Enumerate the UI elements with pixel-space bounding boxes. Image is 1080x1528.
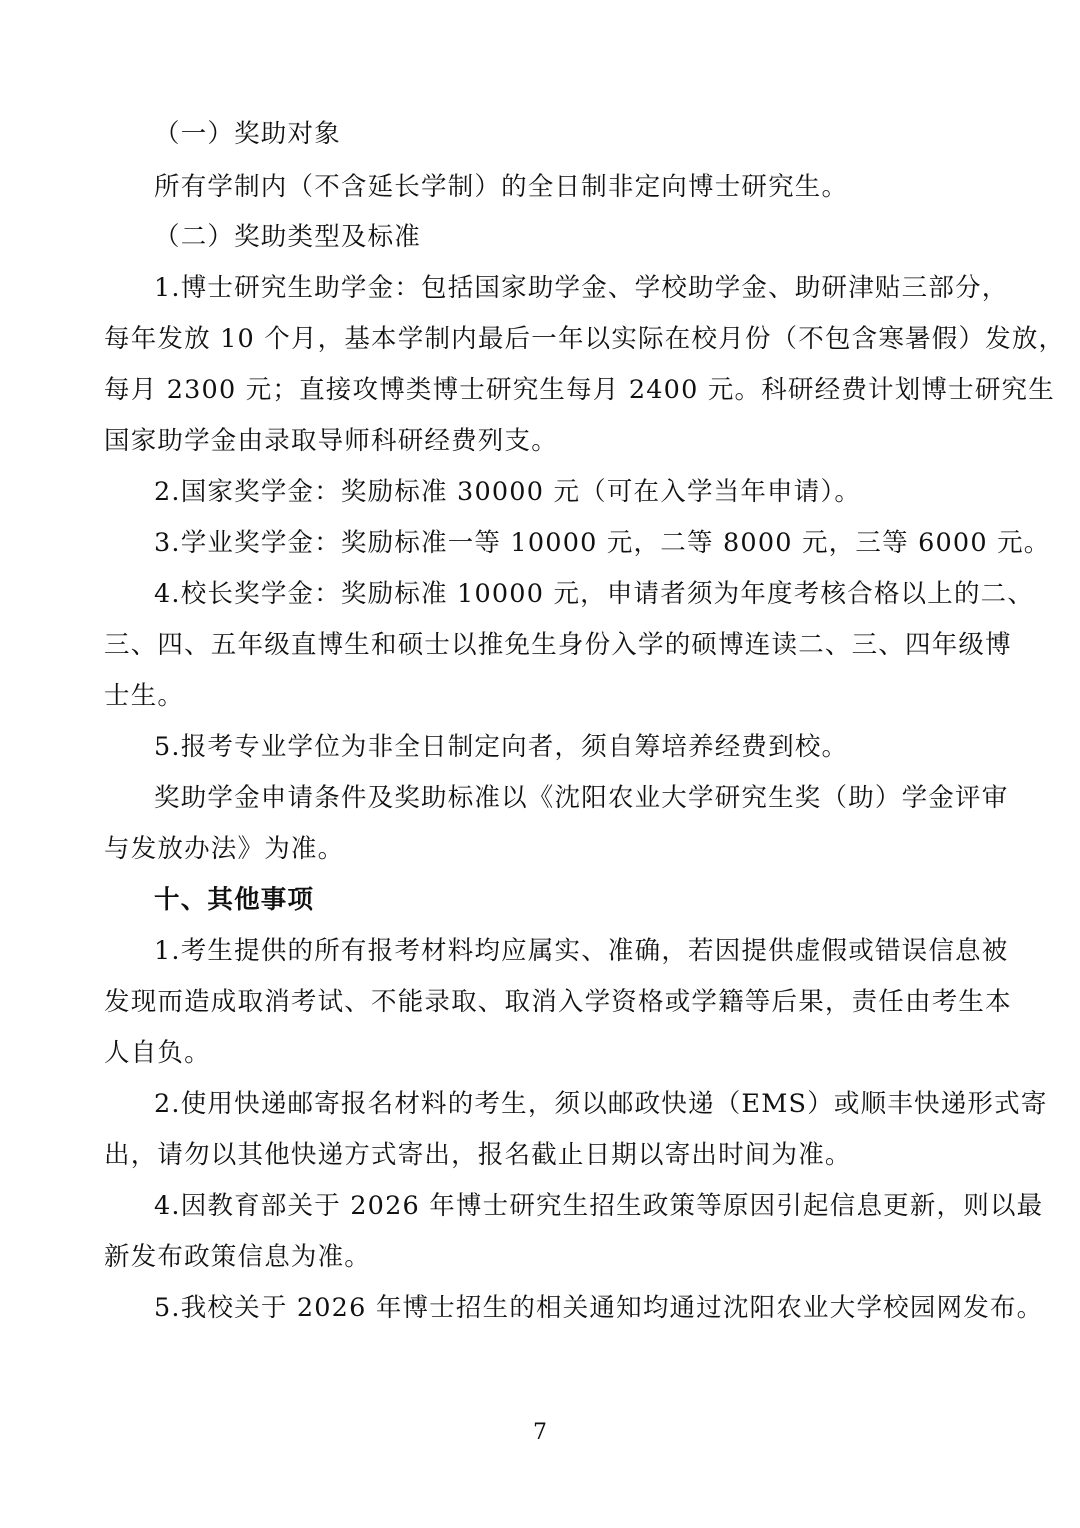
paragraph-line: 出，请勿以其他快递方式寄出，报名截止日期以寄出时间为准。 <box>104 1140 852 1170</box>
section-heading-award-target: （一）奖助对象 <box>154 119 341 149</box>
paragraph-line: 每月 2300 元；直接攻博类博士研究生每月 2400 元。科研经费计划博士研究生 <box>104 375 1055 405</box>
paragraph-line: 士生。 <box>104 681 185 711</box>
paragraph-line: 4.校长奖学金：奖励标准 10000 元，申请者须为年度考核合格以上的二、 <box>154 579 1035 609</box>
paragraph-line: 新发布政策信息为准。 <box>104 1242 372 1272</box>
section-heading-award-types: （二）奖助类型及标准 <box>154 222 422 252</box>
paragraph-line: 所有学制内（不含延长学制）的全日制非定向博士研究生。 <box>154 172 849 202</box>
paragraph-line: 5.报考专业学位为非全日制定向者，须自筹培养经费到校。 <box>154 732 849 762</box>
paragraph-line: 5.我校关于 2026 年博士招生的相关通知均通过沈阳农业大学校园网发布。 <box>154 1293 1044 1323</box>
paragraph-line: 1.考生提供的所有报考材料均应属实、准确，若因提供虚假或错误信息被 <box>154 936 1009 966</box>
paragraph-line: 4.因教育部关于 2026 年博士研究生招生政策等原因引起信息更新，则以最 <box>154 1191 1044 1221</box>
section-heading-other-matters: 十、其他事项 <box>154 885 315 915</box>
paragraph-line: 三、四、五年级直博生和硕士以推免生身份入学的硕博连读二、三、四年级博 <box>104 630 1012 660</box>
paragraph-line: 与发放办法》为准。 <box>104 834 345 864</box>
paragraph-line: 3.学业奖学金：奖励标准一等 10000 元，二等 8000 元，三等 6000 元。 <box>154 528 1051 558</box>
paragraph-line: 奖助学金申请条件及奖助标准以《沈阳农业大学研究生奖（助）学金评审 <box>154 783 1009 813</box>
paragraph-line: 2.使用快递邮寄报名材料的考生，须以邮政快递（EMS）或顺丰快递形式寄 <box>154 1089 1048 1119</box>
paragraph-line: 国家助学金由录取导师科研经费列支。 <box>104 426 558 456</box>
paragraph-line: 每年发放 10 个月，基本学制内最后一年以实际在校月份（不包含寒暑假）发放， <box>104 324 1066 354</box>
paragraph-line: 2.国家奖学金：奖励标准 30000 元（可在入学当年申请）。 <box>154 477 862 507</box>
paragraph-line: 人自负。 <box>104 1038 211 1068</box>
page-number: 7 <box>533 1420 547 1445</box>
paragraph-line: 发现而造成取消考试、不能录取、取消入学资格或学籍等后果，责任由考生本 <box>104 987 1012 1017</box>
paragraph-line: 1.博士研究生助学金：包括国家助学金、学校助学金、助研津贴三部分， <box>154 273 1009 303</box>
